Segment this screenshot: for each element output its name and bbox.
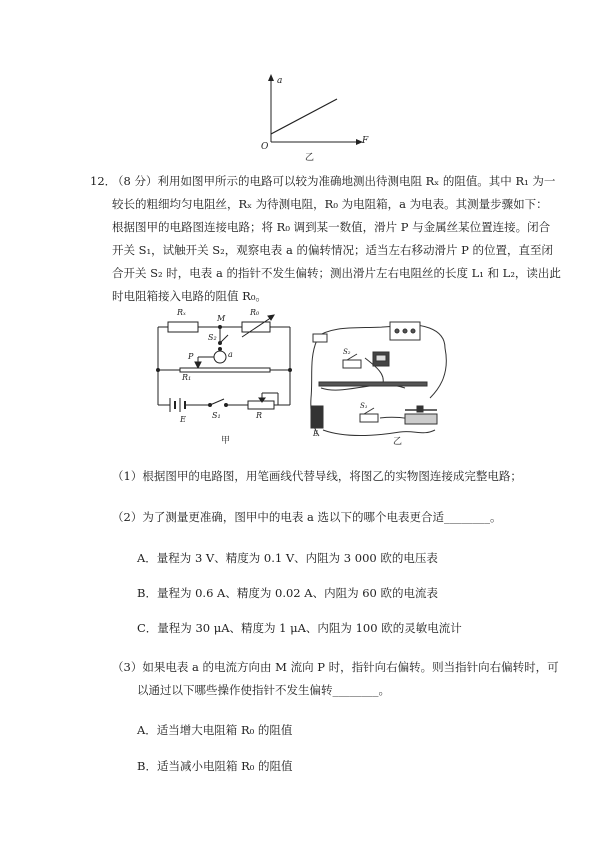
label-s1: S₁ [212,411,221,420]
sub3-option-b: B．适当减小电阻箱 R₀ 的阻值 [137,759,293,773]
graph-origin-label: O [261,142,269,152]
graph-x-label: F [362,136,369,146]
graph-y-label: a [277,76,283,86]
label-r: R [256,411,263,420]
sub2-option-a: A．量程为 3 V、精度为 0.1 V、内阻为 3 000 欧的电压表 [137,551,438,565]
sub3-stem-2: 以通过以下哪些操作使指针不发生偏转________。 [137,683,390,697]
rheostat-device [405,414,437,424]
question-line-4: 开关 S₁，试触开关 S₂，观察电表 a 的偏转情况；适当左右移动滑片 P 的位置，直至闭 [112,243,553,257]
r0-resistor-box [242,322,270,332]
caption-yi: 乙 [393,437,403,447]
r-rheostat [248,401,274,409]
caption-jia: 甲 [221,436,231,446]
graph-line [271,99,337,134]
sub2-option-c: C．量程为 30 μA、精度为 1 μA、内阻为 100 欧的灵敏电流计 [137,621,462,635]
label-a: a [228,350,233,359]
apparatus-label-s2: S₂ [343,348,351,356]
question-number: 12． [90,174,117,188]
graph-y-arrow [268,74,274,81]
circuit-jia [150,305,300,445]
question-line-5: 合开关 S₂ 时，电表 a 的指针不发生偏转；测出滑片左右电阻丝的长度 L₁ 和 L₂，读出此 [112,266,561,280]
sub1-text: （1）根据图甲的电路图，用笔画线代替导线，将图乙的实物图连接成完整电路； [112,469,522,483]
apparatus-yi-svg [305,318,455,446]
label-rx: Rₓ [177,308,186,317]
meter-a [214,351,226,363]
label-p: P [188,352,194,361]
switch-s1 [360,414,378,422]
battery [311,406,323,428]
apparatus-label-s1: S₁ [360,402,368,410]
apparatus-yi [305,318,455,446]
label-e: E [180,415,186,424]
rx-resistor [168,322,198,332]
question-line-3: 根据图甲的电路图连接电路；将 R₀ 调到某一数值，滑片 P 与金属丝某位置连接。闭合 [112,220,551,234]
label-s2: S₂ [208,333,217,342]
sub3-option-a: A．适当增大电阻箱 R₀ 的阻值 [137,723,293,737]
graph-caption: 乙 [305,153,315,163]
sub2-stem: （2）为了测量更准确，图甲中的电表 a 选以下的哪个电表更合适________。 [112,510,502,524]
graph-yi [255,72,375,164]
question-line-2: 较长的粗细均匀电阻丝，Rₓ 为待测电阻，R₀ 为电阻箱，a 为电表。其测量步骤如下： [112,197,548,211]
sub2-option-b: B．量程为 0.6 A、精度为 0.02 A、内阻为 60 欧的电流表 [137,586,439,600]
question-line-1: （8 分）利用如图甲所示的电路可以较为准确地测出待测电阻 Rₓ 的阻值。其中 R₁ 为一 [112,174,556,188]
circuit-jia-svg [150,305,300,445]
resistance-wire [319,382,427,386]
label-r1: R₁ [182,373,192,382]
label-m: M [217,314,226,323]
r1-wire [180,368,270,372]
label-r0: R₀ [250,308,260,317]
apparatus-label-e: E [313,430,319,438]
question-line-6: 时电阻箱接入电路的阻值 R₀。 [112,289,267,303]
sub3-stem-1: （3）如果电表 a 的电流方向由 M 流向 P 时，指针向右偏转。则当指针向右偏转时，可 [112,660,559,674]
graph-yi-svg [255,72,375,164]
switch-s2 [343,360,361,368]
